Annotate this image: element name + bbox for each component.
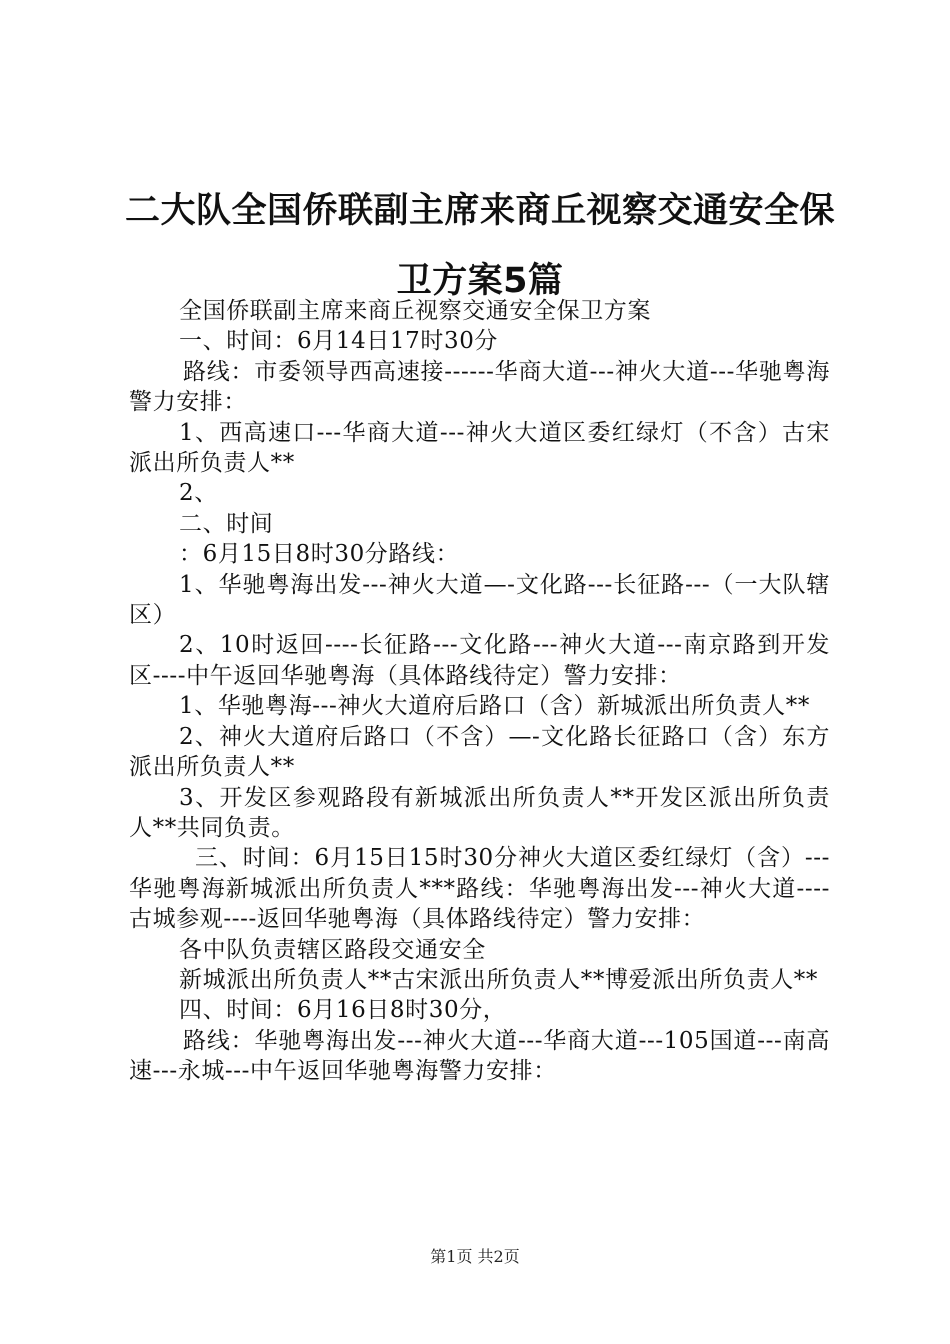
paragraph-section-4-route: 路线：华驰粤海出发---神火大道---华商大道---105国道---南高速---永城---中午返回华驰粤海警力安排： (129, 1027, 830, 1085)
paragraph-section-4-time: 四、时间：6月16日8时30分， (179, 997, 507, 1024)
paragraph-section-2-police-3: 3、开发区参观路段有新城派出所负责人**开发区派出所负责人**共同负责。 (129, 784, 830, 841)
paragraph-section-2-route: ：6月15日8时30分路线： (179, 541, 460, 568)
document-body (129, 296, 830, 1087)
document-title: 二大队全国侨联副主席来商丘视察交通安全保卫方案5篇 (124, 191, 835, 301)
paragraph-section-3: 三、时间：6月15日15时30分神火大道区委红绿灯（含）---华驰粤海新城派出所负责人***路线：华驰粤海出发---神火大道----古城参观----返回华驰粤海（具体路线待定）警力安排： (129, 845, 830, 933)
paragraph-section-3-responsible: 新城派出所负责人**古宋派出所负责人**博爱派出所负责人** (179, 966, 818, 993)
paragraph-section-1-time: 一、时间：6月14日17时30分 (179, 328, 499, 355)
paragraph-section-2-item-1: 1、华驰粤海出发---神火大道—-文化路---长征路---（一大队辖区） (129, 571, 830, 629)
page-footer: 第1页 共2页 (430, 1247, 520, 1266)
paragraph-section-3-duty: 各中队负责辖区路段交通安全 (179, 936, 486, 963)
paragraph-section-2-police-1: 1、华驰粤海---神火大道府后路口（含）新城派出所负责人** (179, 693, 810, 720)
paragraph-section-1-route: 路线：市委领导西高速接------华商大道---神火大道---华驰粤海警力安排： (129, 358, 830, 416)
paragraph-section-2-police-2: 2、神火大道府后路口（不含）—-文化路长征路口（含）东方派出所负责人** (129, 723, 830, 781)
paragraph-subtitle: 全国侨联副主席来商丘视察交通安全保卫方案 (179, 298, 651, 324)
paragraph-section-1-item-2: 2、 (179, 480, 218, 507)
paragraph-section-2-time: 二、时间 (179, 510, 274, 537)
paragraph-section-1-item-1: 1、西高速口---华商大道---神火大道区委红绿灯（不含）古宋派出所负责人** (129, 419, 830, 477)
paragraph-section-2-item-2: 2、10时返回----长征路---文化路---神火大道---南京路到开发区----中午返回华驰粤海（具体路线待定）警力安排： (129, 632, 830, 689)
